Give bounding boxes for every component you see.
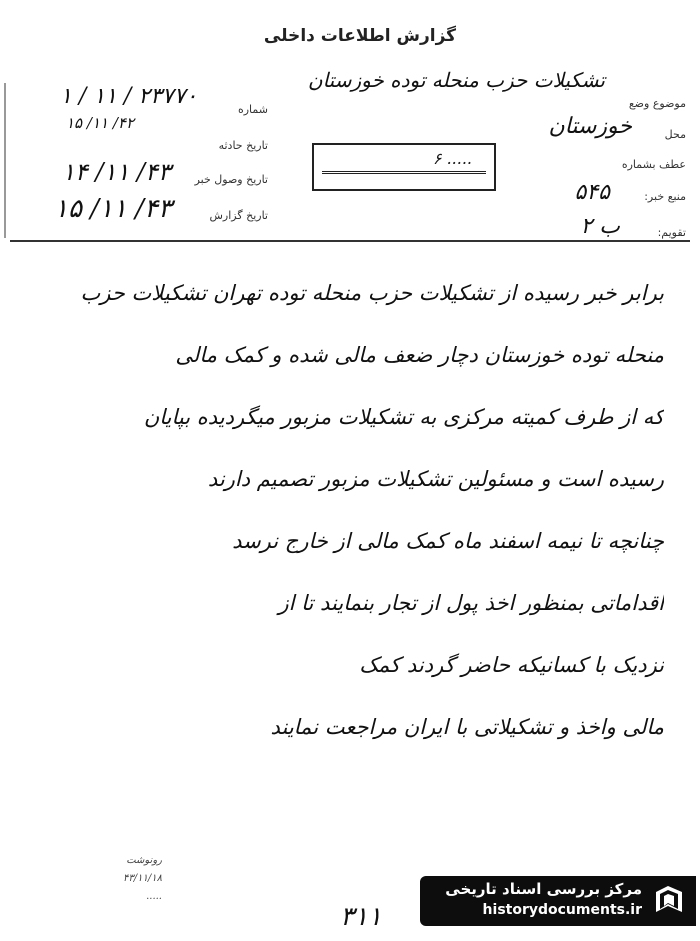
report-body (40, 262, 664, 758)
received-date-label: تاریخ وصول خبر (194, 173, 268, 186)
source-value: ۵۴۵ (574, 180, 610, 205)
location-label: محل (664, 128, 686, 141)
stamp-text: ۶ ..... (432, 149, 472, 168)
subject-value: تشکیلات حزب منحله توده خوزستان (307, 68, 605, 92)
archive-watermark (420, 876, 696, 926)
margin-rule (4, 83, 6, 238)
received-date-value: ۴۳/ ۱۱/ ۱۴ (62, 158, 171, 186)
source-label: منبع خبر: (644, 190, 686, 203)
body-line: رسیده است و مسئولین تشکیلات مزبور تصمیم دارند (207, 467, 664, 491)
body-line: برابر خبر رسیده از تشکیلات حزب منحله توده تهران تشکیلات حزب (80, 281, 664, 305)
report-date-value: ۴۳/ ۱۱/ ۱۵ (54, 194, 172, 224)
subject-label: موضوع وضع (628, 97, 686, 110)
registration-stamp (312, 143, 496, 191)
footer-note-line: رونوشت (126, 855, 162, 866)
header-separator (10, 240, 690, 242)
watermark-url: historydocuments.ir (482, 902, 642, 918)
footer-note-line: ۴۳/۱۱/۱۸ (123, 873, 162, 884)
form-title: گزارش اطلاعات داخلی (263, 26, 457, 46)
evaluation-value: ب ۲ (580, 214, 620, 239)
bottom-scrawl (430, 924, 690, 940)
body-line: چنانچه تا نیمه اسفند ماه کمک مالی از خارج نرسد (232, 529, 664, 553)
footer-note (12, 852, 162, 906)
location-value: خوزستان (548, 114, 632, 139)
event-date-label: تاریخ حادثه (218, 139, 268, 152)
number-subvalue: ۴۲/ ۱۱/ ۱۵ (66, 114, 135, 132)
body-line: که از طرف کمیته مرکزی به تشکیلات مزبور میگردیده بپایان (143, 405, 664, 429)
archive-logo-icon (650, 882, 688, 920)
body-line: منحله توده خوزستان دچار ضعف مالی شده و کمک مالی (175, 343, 664, 367)
watermark-title: مرکز بررسی اسناد تاریخی (445, 880, 642, 898)
body-line: اقداماتی بمنظور اخذ پول از تجار بنمایند تا از (278, 591, 664, 615)
body-line: مالی واخذ و تشکیلاتی با ایران مراجعت نمایند (270, 715, 664, 739)
body-line: نزدیک با کسانیکه حاضر گردند کمک (359, 653, 664, 677)
footer-note-line: ..... (146, 891, 162, 902)
number-value: ۲۳۷۷۰ / ۱۱ / ۱ (60, 84, 198, 109)
report-date-label: تاریخ گزارش (209, 209, 268, 222)
reference-label: عطف بشماره (621, 158, 686, 171)
page-number: ۳۱۱ (340, 902, 382, 932)
evaluation-label: تقویم: (657, 226, 686, 239)
number-label: شماره (237, 103, 268, 116)
